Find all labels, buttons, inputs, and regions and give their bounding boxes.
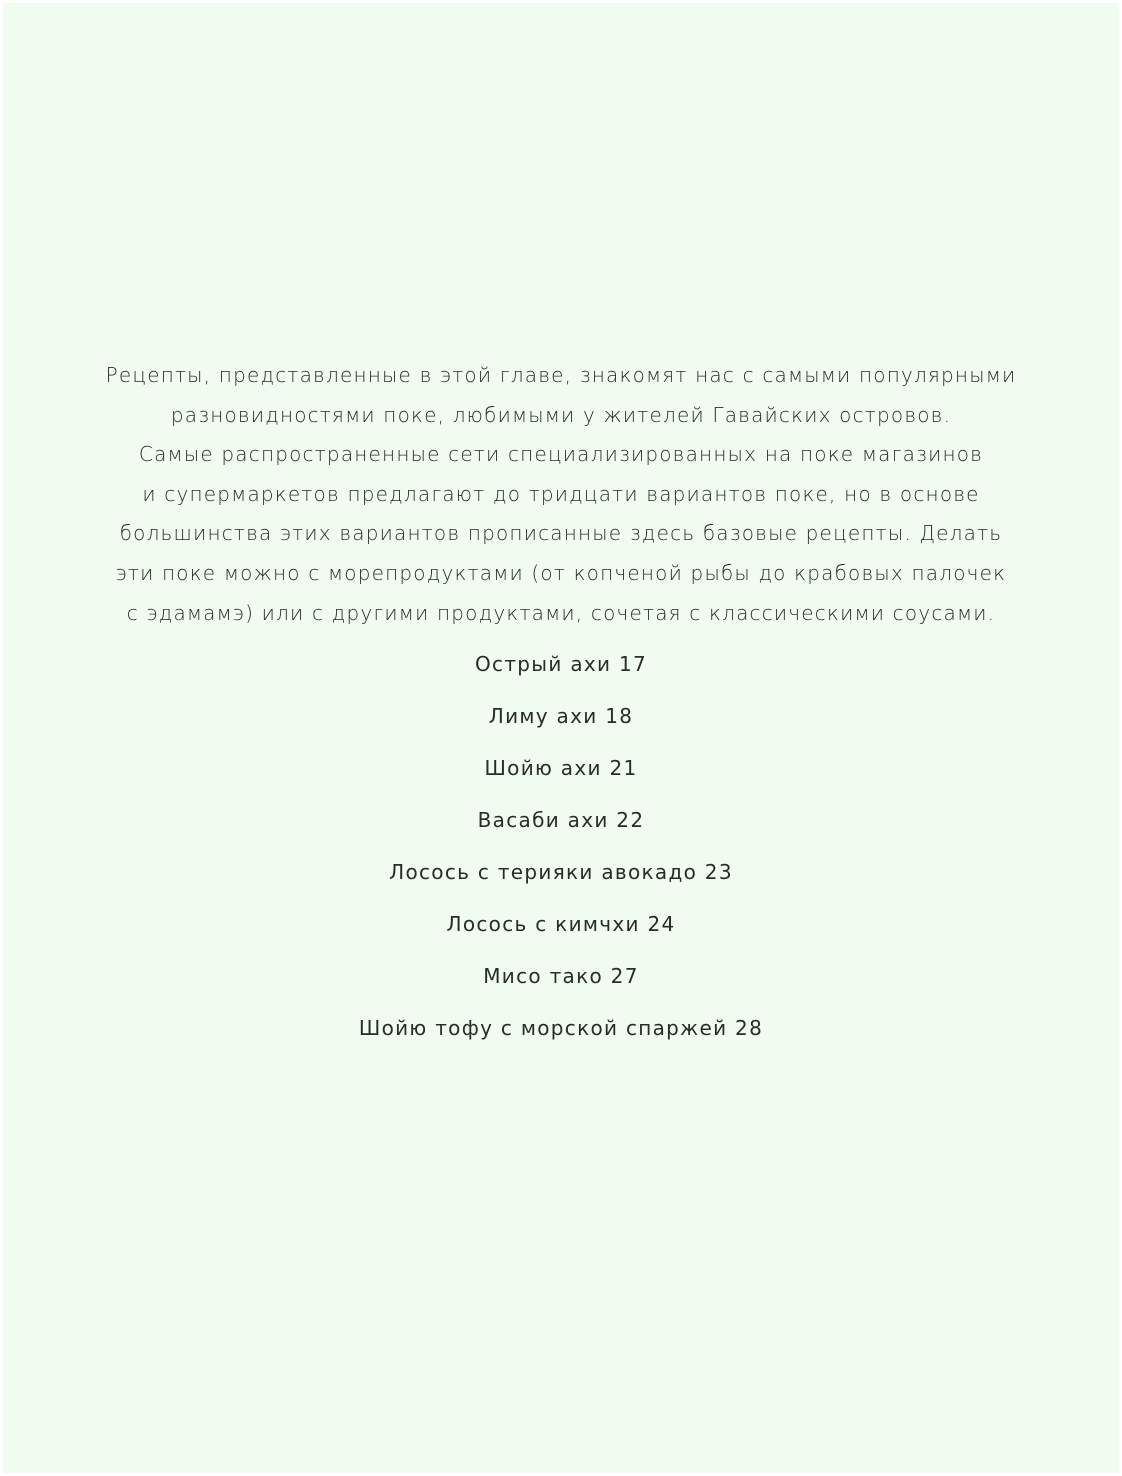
toc-item: Шойю тофу с морской спаржей 28 [358,1016,764,1040]
toc-item: Шойю ахи 21 [484,756,638,780]
intro-paragraph [3,356,1119,633]
toc-item: Лосось с кимчхи 24 [446,912,676,936]
intro-line: и супермаркетов предлагают до тридцати вариантов поке, но в основе [142,481,980,506]
toc-item: Васаби ахи 22 [477,808,645,832]
page [3,3,1119,1473]
intro-line: Самые распространенные сети специализированных на поке магазинов [138,442,984,467]
recipe-contents-list [3,644,1119,1060]
intro-line: разновидностями поке, любимыми у жителей Гавайских островов. [170,402,952,427]
intro-line: эти поке можно с морепродуктами (от копченой рыбы до крабовых палочек [115,560,1007,585]
toc-item: Лиму ахи 18 [488,704,634,728]
toc-item: Острый ахи 17 [474,652,648,676]
toc-item: Лосось с терияки авокадо 23 [389,860,733,884]
toc-item: Мисо тако 27 [483,964,639,988]
intro-line: с эдамамэ) или с другими продуктами, сочетая с классическими соусами. [126,600,996,625]
intro-line: большинства этих вариантов прописанные здесь базовые рецепты. Делать [119,521,1003,546]
intro-line: Рецепты, представленные в этой главе, знакомят нас с самыми популярными [105,363,1017,387]
